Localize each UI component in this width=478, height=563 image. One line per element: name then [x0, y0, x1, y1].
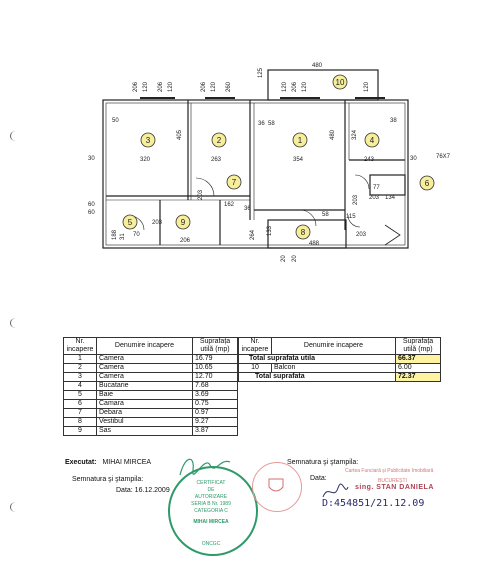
col-header-name: Denumire incapere — [272, 338, 396, 355]
row-area: 12.70 — [193, 373, 238, 382]
dim-label: 206 — [201, 81, 207, 92]
balcon-nr: 10 — [239, 364, 272, 373]
table-row — [64, 400, 238, 409]
dim-label: 31 — [120, 233, 126, 240]
col-header-name: Denumire incapere — [97, 338, 193, 355]
dim-label: 20 — [292, 255, 298, 262]
room-number-5: 5 — [127, 218, 133, 228]
semnatura-right: Semnatura şi ştampila: — [287, 459, 359, 466]
table-row — [64, 427, 238, 436]
row-nr: 6 — [64, 400, 97, 409]
row-name: Camera — [97, 355, 193, 364]
dim-label: 58 — [268, 121, 275, 127]
total-value: 72.37 — [396, 373, 441, 382]
row-nr: 3 — [64, 373, 97, 382]
room-number-1: 1 — [297, 136, 303, 146]
row-name: Camara — [97, 400, 193, 409]
row-name: Baie — [97, 391, 193, 400]
dim-label: 206 — [133, 81, 139, 92]
right-name: sing. STAN DANIELA — [355, 484, 434, 491]
room-number-3: 3 — [145, 136, 151, 146]
dim-label: 203 — [198, 189, 204, 200]
dim-label: 120 — [364, 81, 370, 92]
stamp-bottom: ONCGC — [201, 541, 221, 547]
executat-name: MIHAI MIRCEA — [102, 459, 152, 466]
dim-label: 50 — [112, 118, 119, 124]
dim-label: 480 — [330, 129, 336, 140]
col-header-nr: Nr. incapere — [64, 338, 97, 355]
dim-label: 38 — [390, 118, 397, 124]
total-label: Total suprafata — [239, 373, 396, 382]
stamp-line: CERTIFICAT — [196, 480, 226, 486]
dim-label: 320 — [140, 157, 151, 163]
executat-line — [65, 459, 151, 466]
row-area: 0.97 — [193, 409, 238, 418]
rooms-table — [63, 337, 238, 436]
dim-label: 125 — [258, 67, 264, 78]
dim-label: 203 — [353, 194, 359, 205]
room-number-9: 9 — [180, 218, 186, 228]
row-nr: 5 — [64, 391, 97, 400]
balcon-value: 6.00 — [396, 364, 441, 373]
registry-city: BUCUREȘTI — [378, 478, 407, 484]
dim-label: 206 — [292, 81, 298, 92]
dim-label: 354 — [293, 157, 304, 163]
col-header-nr: Nr. incapere — [239, 338, 272, 355]
row-nr: 4 — [64, 382, 97, 391]
row-area: 10.65 — [193, 364, 238, 373]
hole-punch-mark — [10, 502, 21, 512]
dim-label: 162 — [224, 202, 235, 208]
dim-label: 203 — [152, 220, 163, 226]
room-number-6: 6 — [424, 179, 430, 189]
room-number-7: 7 — [231, 178, 237, 188]
dim-label: 120 — [143, 81, 149, 92]
row-name: Sas — [97, 427, 193, 436]
row-area: 16.79 — [193, 355, 238, 364]
table-row — [64, 418, 238, 427]
dim-label: 76X7 — [436, 154, 451, 160]
dim-label: 60 — [88, 210, 95, 216]
dim-label: 206 — [158, 81, 164, 92]
dim-label: 324 — [352, 129, 358, 140]
table-row — [64, 409, 238, 418]
row-area: 9.27 — [193, 418, 238, 427]
row-name: Vestibul — [97, 418, 193, 427]
registry-text: Cartea Funciară și Publicitate Imobiliară — [345, 468, 434, 474]
total-util-label: Total suprafata utila — [239, 355, 396, 364]
row-area: 3.69 — [193, 391, 238, 400]
table-row — [64, 382, 238, 391]
dim-label: 120 — [211, 81, 217, 92]
table-row — [64, 364, 238, 373]
room-number-2: 2 — [216, 136, 222, 146]
dim-label: 120 — [302, 81, 308, 92]
dim-label: 36 — [244, 206, 251, 212]
table-row — [239, 355, 441, 364]
dim-label: 120 — [168, 81, 174, 92]
row-name: Bucatarie — [97, 382, 193, 391]
dim-label: 203 — [369, 195, 380, 201]
row-area: 7.68 — [193, 382, 238, 391]
room-number-4: 4 — [369, 136, 375, 146]
stamp-line: DE — [207, 487, 215, 493]
room-number-8: 8 — [300, 228, 306, 238]
row-area: 3.87 — [193, 427, 238, 436]
dim-label: 264 — [250, 229, 256, 240]
row-nr: 7 — [64, 409, 97, 418]
row-nr: 8 — [64, 418, 97, 427]
row-name: Debara — [97, 409, 193, 418]
table-row — [239, 373, 441, 382]
table-row — [64, 373, 238, 382]
executat-label: Executat: — [65, 459, 97, 466]
hole-punch-mark — [10, 318, 21, 328]
row-name: Camera — [97, 373, 193, 382]
table-row — [239, 364, 441, 373]
dim-label: 188 — [112, 229, 118, 240]
row-area: 0.75 — [193, 400, 238, 409]
col-header-area: Suprafața utilă (mp) — [193, 338, 238, 355]
data-right: Data: — [310, 475, 327, 482]
table-row — [64, 355, 238, 364]
dim-label: 58 — [322, 212, 329, 218]
dim-label: 488 — [309, 241, 320, 247]
dim-label: 77 — [373, 185, 380, 191]
handwritten-reference: D:454851/21.12.09 — [322, 498, 425, 509]
row-nr: 9 — [64, 427, 97, 436]
stamp-line: MIHAI MIRCEA — [193, 519, 229, 525]
dim-label: 30 — [410, 156, 417, 162]
row-name: Camera — [97, 364, 193, 373]
dim-label: 260 — [226, 81, 232, 92]
dim-label: 20 — [281, 255, 287, 262]
dim-label: 480 — [312, 63, 323, 69]
dim-label: 30 — [88, 156, 95, 162]
balcon-label: Balcon — [272, 364, 396, 373]
dim-label: 203 — [356, 232, 367, 238]
data-left: Data: 16.12.2009 — [116, 487, 170, 494]
stamp-line: SERIA B Nr. 1989 — [191, 501, 231, 507]
dim-label: 206 — [180, 238, 191, 244]
stamp-line: AUTORIZARE — [194, 494, 228, 500]
col-header-area: Suprafața utilă (mp) — [396, 338, 441, 355]
totals-table — [238, 337, 441, 382]
row-nr: 1 — [64, 355, 97, 364]
dim-label: 134 — [385, 195, 396, 201]
dim-label: 115 — [346, 214, 356, 220]
dim-label: 36 — [258, 121, 265, 127]
total-util-value: 66.37 — [396, 355, 441, 364]
dim-label: 120 — [282, 81, 288, 92]
dim-label: 60 — [88, 202, 95, 208]
coat-of-arms-icon — [266, 476, 286, 496]
dim-label: 70 — [133, 232, 140, 238]
stamp-line: CATEGORIA C — [194, 508, 228, 514]
dim-label: 243 — [364, 157, 375, 163]
table-row — [64, 391, 238, 400]
room-number-10: 10 — [335, 78, 345, 88]
dim-label: 133 — [267, 225, 273, 236]
dim-label: 263 — [211, 157, 222, 163]
row-nr: 2 — [64, 364, 97, 373]
semnatura-left: Semnatura şi ştampila: — [72, 476, 144, 483]
dim-label: 405 — [177, 129, 183, 140]
